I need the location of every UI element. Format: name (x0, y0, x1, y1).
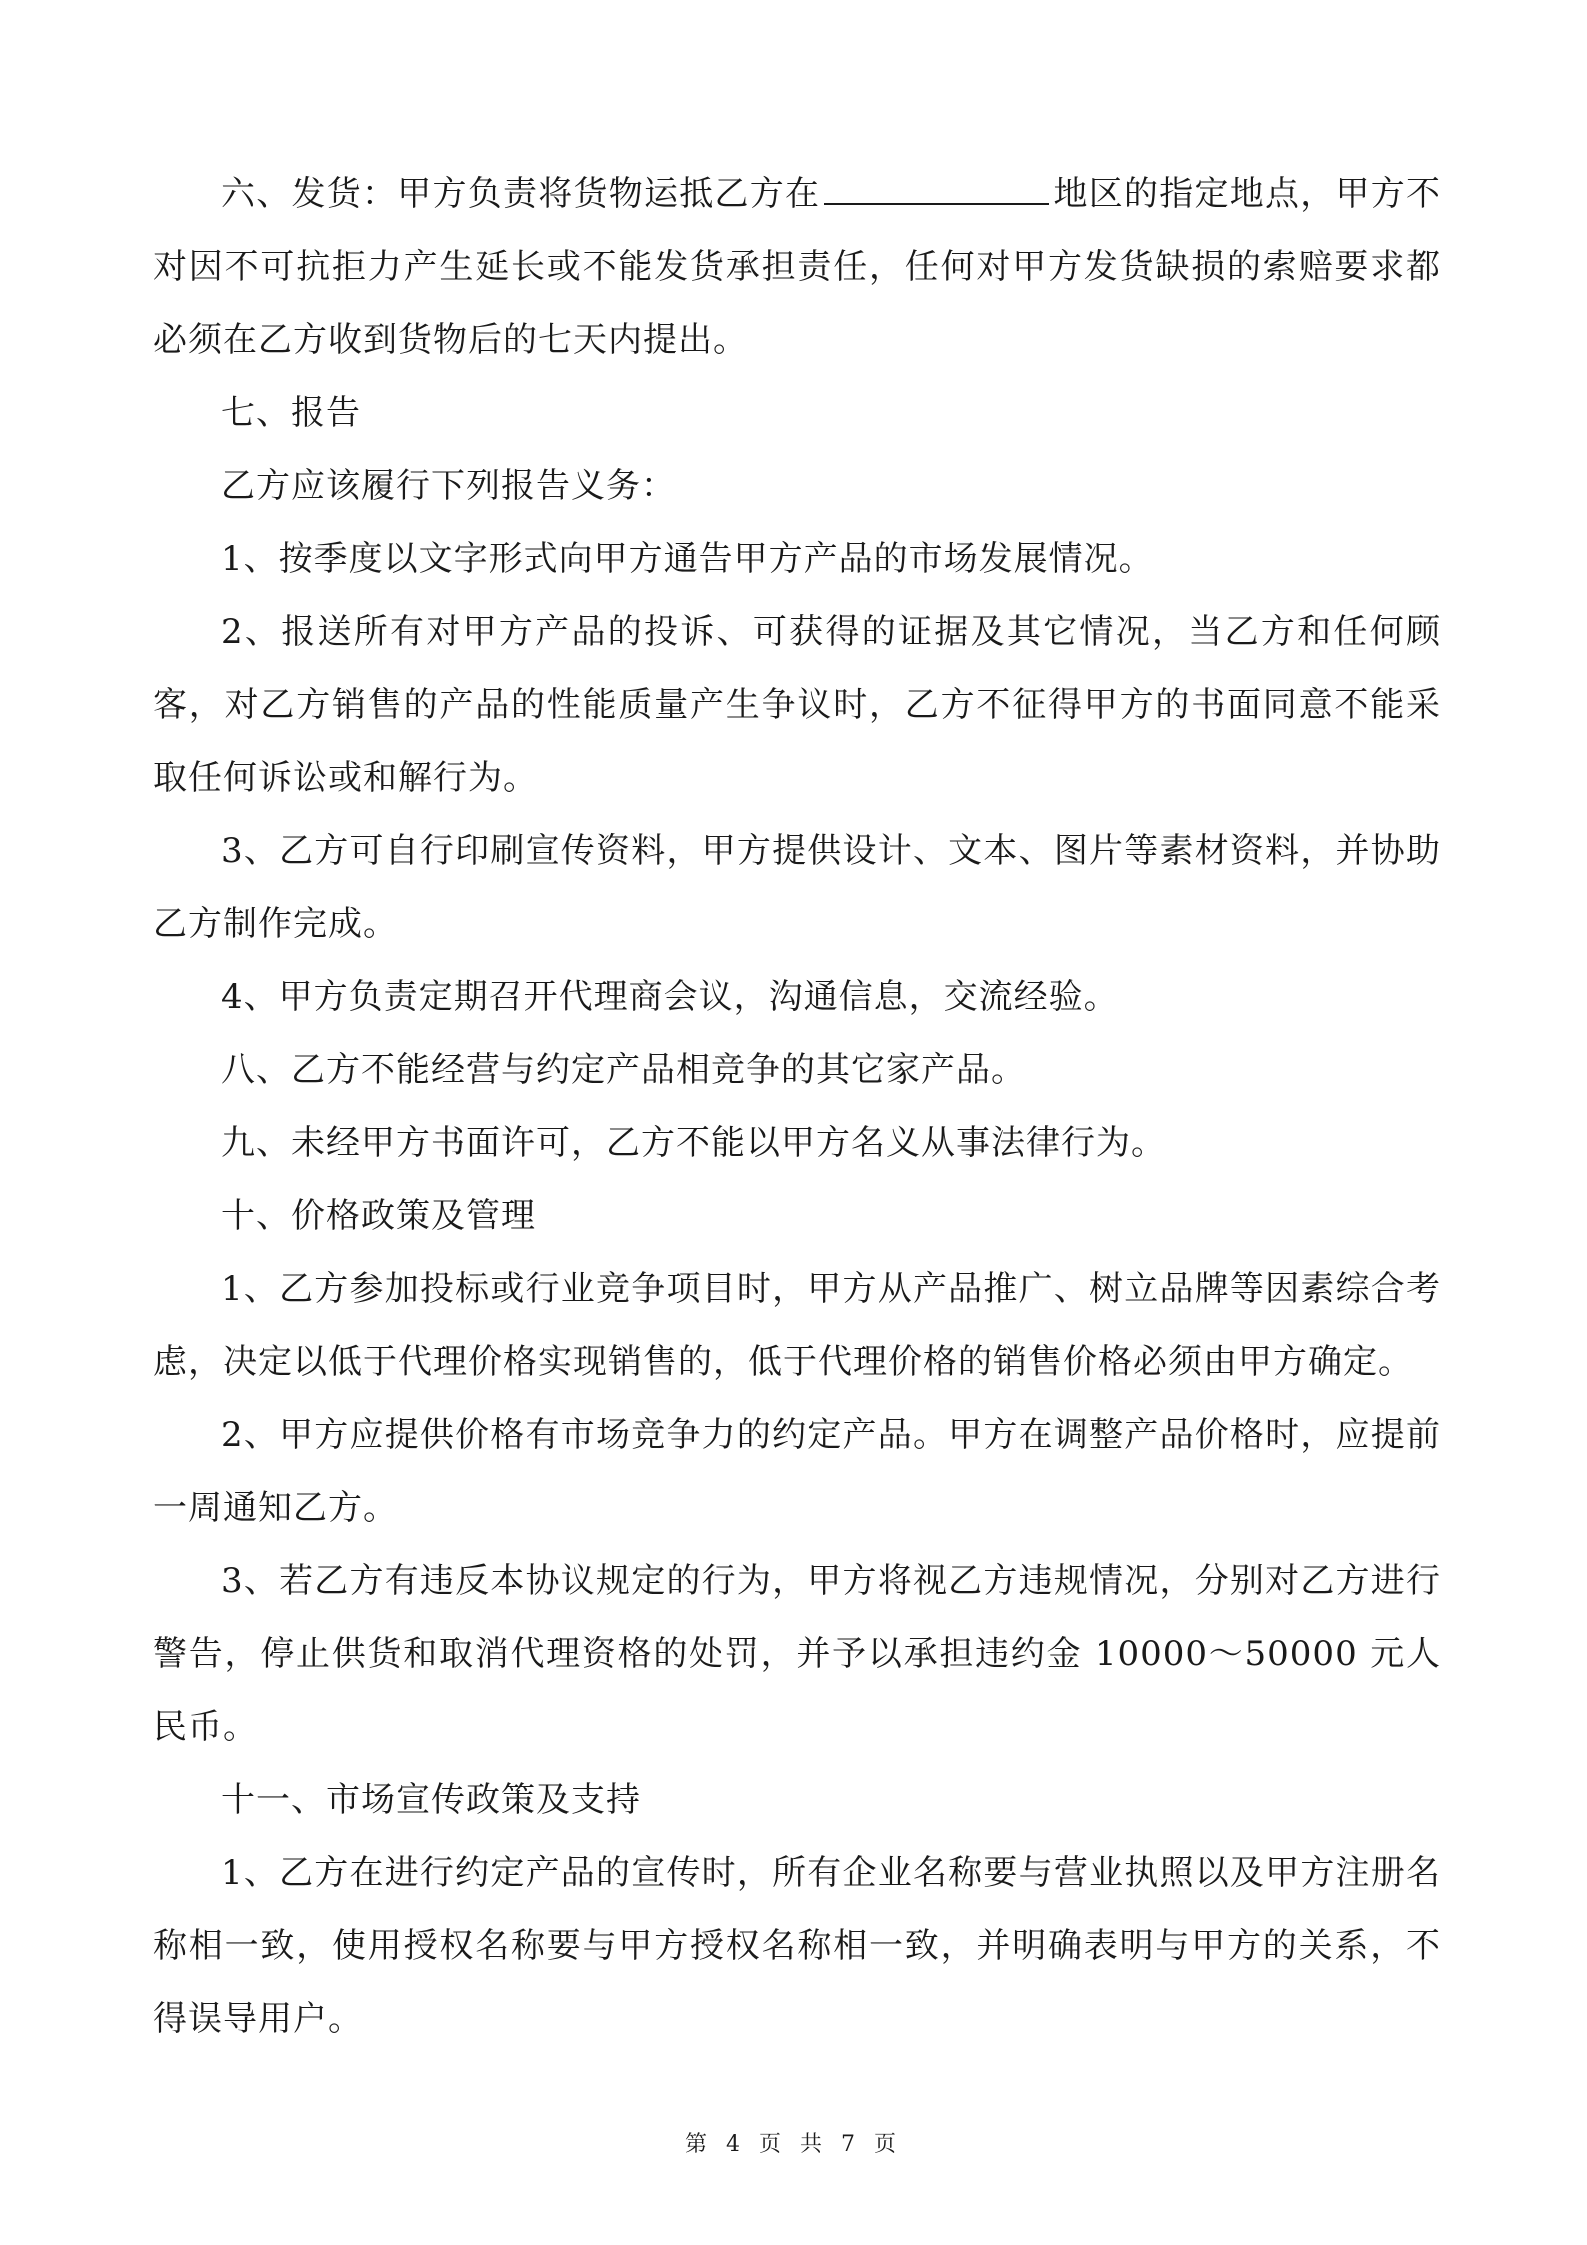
list-item: 1、乙方参加投标或行业竞争项目时，甲方从产品推广、树立品牌等因素综合考虑，决定以低于代理价格实现销售的，低于代理价格的销售价格必须由甲方确定。 (153, 1269, 1441, 1382)
list-item: 1、乙方在进行约定产品的宣传时，所有企业名称要与营业执照以及甲方注册名称相一致，使用授权名称要与甲方授权名称相一致，并明确表明与甲方的关系，不得误导用户。 (153, 1853, 1441, 2039)
paragraph-text: 六、发货：甲方负责将货物运抵乙方在 (221, 174, 821, 214)
list-item: 2、甲方应提供价格有市场竞争力的约定产品。甲方在调整产品价格时，应提前一周通知乙方。 (153, 1415, 1441, 1528)
section-heading: 七、报告 (221, 393, 361, 433)
paragraph: 乙方应该履行下列报告义务： (221, 466, 676, 506)
section-heading: 九、未经甲方书面许可，乙方不能以甲方名义从事法律行为。 (221, 1123, 1166, 1163)
list-item: 4、甲方负责定期召开代理商会议，沟通信息，交流经验。 (221, 977, 1119, 1017)
list-item: 1、按季度以文字形式向甲方通告甲方产品的市场发展情况。 (221, 539, 1154, 579)
list-item: 2、报送所有对甲方产品的投诉、可获得的证据及其它情况，当乙方和任何顾客，对乙方销售的产品的性能质量产生争议时，乙方不征得甲方的书面同意不能采取任何诉讼或和解行为。 (153, 612, 1441, 798)
paragraph-text: 地区的指定地点，甲方不对因不可抗拒力产生延长或不能发货承担责任，任何对甲方发货缺损的索赔要求都必须在乙方收到货物后的七天内提出。 (153, 174, 1441, 360)
section-heading: 十、价格政策及管理 (221, 1196, 536, 1236)
list-item: 3、乙方可自行印刷宣传资料，甲方提供设计、文本、图片等素材资料，并协助乙方制作完成。 (153, 831, 1441, 944)
section-heading: 十一、市场宣传政策及支持 (221, 1780, 641, 1820)
list-item: 3、若乙方有违反本协议规定的行为，甲方将视乙方违规情况，分别对乙方进行警告，停止供货和取消代理资格的处罚，并予以承担违约金 10000～50000 元人民币。 (153, 1561, 1441, 1747)
document-body (153, 158, 1441, 2056)
paragraph-shipping (153, 158, 1441, 377)
fill-in-blank (824, 173, 1049, 205)
page-number-footer: 第 4 页 共 7 页 (685, 2132, 902, 2157)
section-heading: 八、乙方不能经营与约定产品相竞争的其它家产品。 (221, 1050, 1026, 1090)
